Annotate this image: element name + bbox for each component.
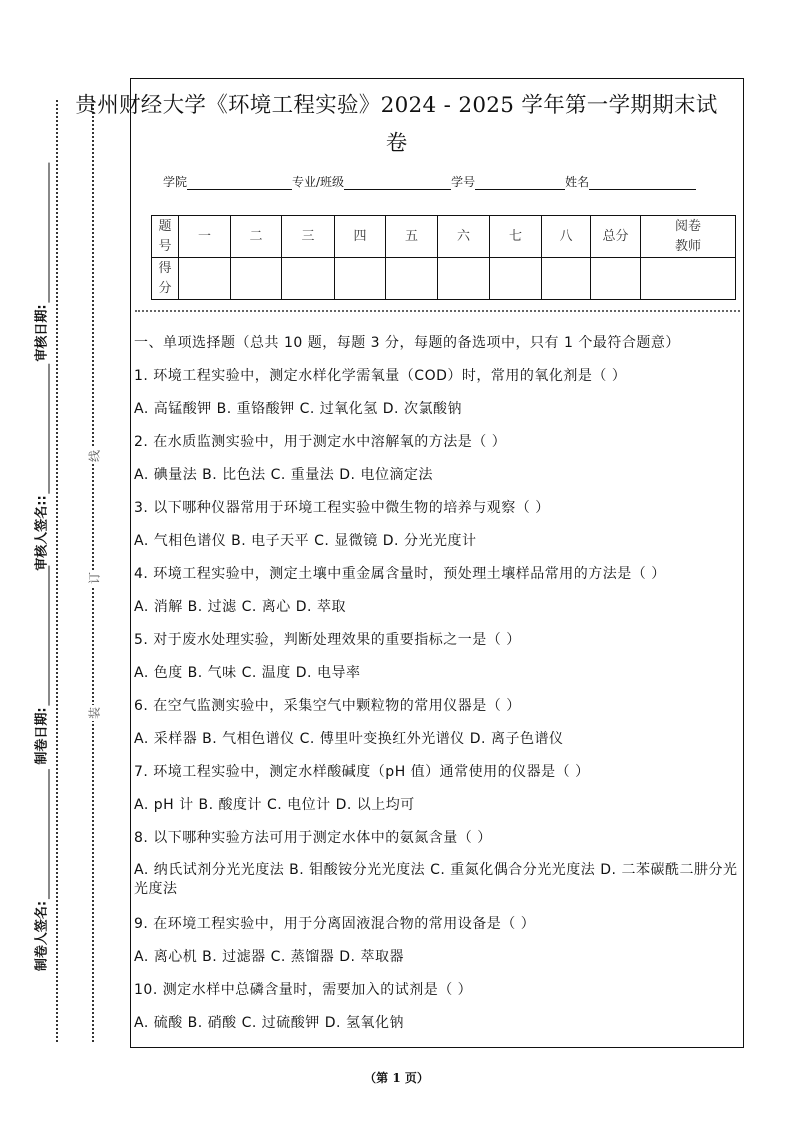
question-text: 5. 对于废水处理实验，判断处理效果的重要指标之一是（ ） <box>134 632 521 648</box>
student-id-label: 学号 <box>451 175 476 189</box>
college-label: 学院 <box>163 175 188 189</box>
header-cell: 六 <box>438 216 490 258</box>
page-number: （第 1 页） <box>364 1071 429 1085</box>
score-cell[interactable] <box>542 258 591 300</box>
binding-mark-zhuang: 装 <box>87 706 102 720</box>
question-text: 4. 环境工程实验中，测定土壤中重金属含量时，预处理土壤样品常用的方法是（ ） <box>134 566 666 582</box>
header-cell: 五 <box>386 216 438 258</box>
question-text: 3. 以下哪种仪器常用于环境工程实验中微生物的培养与观察（ ） <box>134 500 550 516</box>
score-cell[interactable] <box>386 258 438 300</box>
binding-mark-xian: 线 <box>87 449 102 463</box>
score-cell[interactable] <box>231 258 282 300</box>
binding-dotted-line-outer <box>56 100 58 1042</box>
header-cell: 八 <box>542 216 591 258</box>
exam-title-continued: 卷 <box>385 131 408 156</box>
question-text: 7. 环境工程实验中，测定水样酸碱度（pH 值）通常使用的仪器是（ ） <box>134 764 590 780</box>
review-date-line[interactable] <box>37 162 50 302</box>
binding-mark-ding: 订 <box>87 571 102 585</box>
name-input-line[interactable] <box>589 175 696 190</box>
question-options: A. 纳氏试剂分光光度法 B. 钼酸铵分光光度法 C. 重氮化偶合分光光度法 D. 二苯碳酰二肼分光光度法 <box>134 862 738 897</box>
header-cell: 题号 <box>152 216 179 258</box>
reviewer-signature-field <box>31 363 50 570</box>
question-options: A. 碘量法 B. 比色法 C. 重量法 D. 电位滴定法 <box>134 467 433 483</box>
score-cell[interactable] <box>282 258 335 300</box>
review-date-label: 审核日期: <box>34 304 50 362</box>
exam-title: 贵州财经大学《环境工程实验》2024 - 2025 学年第一学期期末试 <box>75 93 718 118</box>
name-label: 姓名 <box>565 175 590 189</box>
question-options: A. 离心机 B. 过滤器 C. 蒸馏器 D. 萃取器 <box>134 949 404 965</box>
review-date-field <box>31 162 50 361</box>
compiler-signature-line[interactable] <box>37 769 50 899</box>
header-cell: 三 <box>282 216 335 258</box>
question-section <box>134 333 741 1046</box>
score-cell[interactable] <box>179 258 231 300</box>
question-options: A. pH 计 B. 酸度计 C. 电位计 D. 以上均可 <box>134 797 415 813</box>
score-cell[interactable] <box>490 258 542 300</box>
question-text: 1. 环境工程实验中，测定水样化学需氧量（COD）时，常用的氧化剂是（ ） <box>134 368 627 384</box>
header-cell: 一 <box>179 216 231 258</box>
question-text: 2. 在水质监测实验中，用于测定水中溶解氧的方法是（ ） <box>134 434 507 450</box>
score-row-label: 得分 <box>152 258 179 300</box>
compiler-signature-label: 制卷人签名: <box>34 900 50 972</box>
score-cell[interactable] <box>438 258 490 300</box>
score-cell[interactable] <box>641 258 736 300</box>
student-id-input-line[interactable] <box>475 175 565 190</box>
section-heading: 一、单项选择题（总共 10 题，每题 3 分，每题的备选项中，只有 1 个最符合题意） <box>134 335 680 351</box>
header-cell: 阅卷教师 <box>641 216 736 258</box>
compile-date-line[interactable] <box>37 565 50 705</box>
question-options: A. 采样器 B. 气相色谱仪 C. 傅里叶变换红外光谱仪 D. 离子色谱仪 <box>134 731 564 747</box>
compiler-signature-field <box>31 769 50 971</box>
reviewer-signature-label: 审核人签名:: <box>34 495 50 571</box>
major-class-label: 专业/班级 <box>292 175 345 189</box>
dotted-separator <box>135 310 740 312</box>
question-options: A. 消解 B. 过滤 C. 离心 D. 萃取 <box>134 599 346 615</box>
college-input-line[interactable] <box>187 175 292 190</box>
question-options: A. 高锰酸钾 B. 重铬酸钾 C. 过氧化氢 D. 次氯酸钠 <box>134 401 462 417</box>
header-cell: 七 <box>490 216 542 258</box>
question-options: A. 硫酸 B. 硝酸 C. 过硫酸钾 D. 氢氧化钠 <box>134 1015 404 1031</box>
header-cell: 总分 <box>591 216 641 258</box>
question-text: 8. 以下哪种实验方法可用于测定水体中的氨氮含量（ ） <box>134 830 492 846</box>
question-text: 10. 测定水样中总磷含量时，需要加入的试剂是（ ） <box>134 982 473 998</box>
header-cell: 二 <box>231 216 282 258</box>
score-table <box>151 215 736 300</box>
score-cell[interactable] <box>335 258 386 300</box>
question-text: 9. 在环境工程实验中，用于分离固液混合物的常用设备是（ ） <box>134 916 536 932</box>
major-class-input-line[interactable] <box>344 175 451 190</box>
score-cell[interactable] <box>591 258 641 300</box>
compile-date-field <box>31 565 50 764</box>
student-info-fields <box>163 173 696 190</box>
question-options: A. 色度 B. 气味 C. 温度 D. 电导率 <box>134 665 361 681</box>
compile-date-label: 制卷日期: <box>34 707 50 765</box>
score-table-score-row <box>152 258 736 300</box>
score-table-header-row <box>152 216 736 258</box>
header-cell: 四 <box>335 216 386 258</box>
question-options: A. 气相色谱仪 B. 电子天平 C. 显微镜 D. 分光光度计 <box>134 533 477 549</box>
reviewer-signature-line[interactable] <box>37 363 50 493</box>
question-text: 6. 在空气监测实验中，采集空气中颗粒物的常用仪器是（ ） <box>134 698 521 714</box>
